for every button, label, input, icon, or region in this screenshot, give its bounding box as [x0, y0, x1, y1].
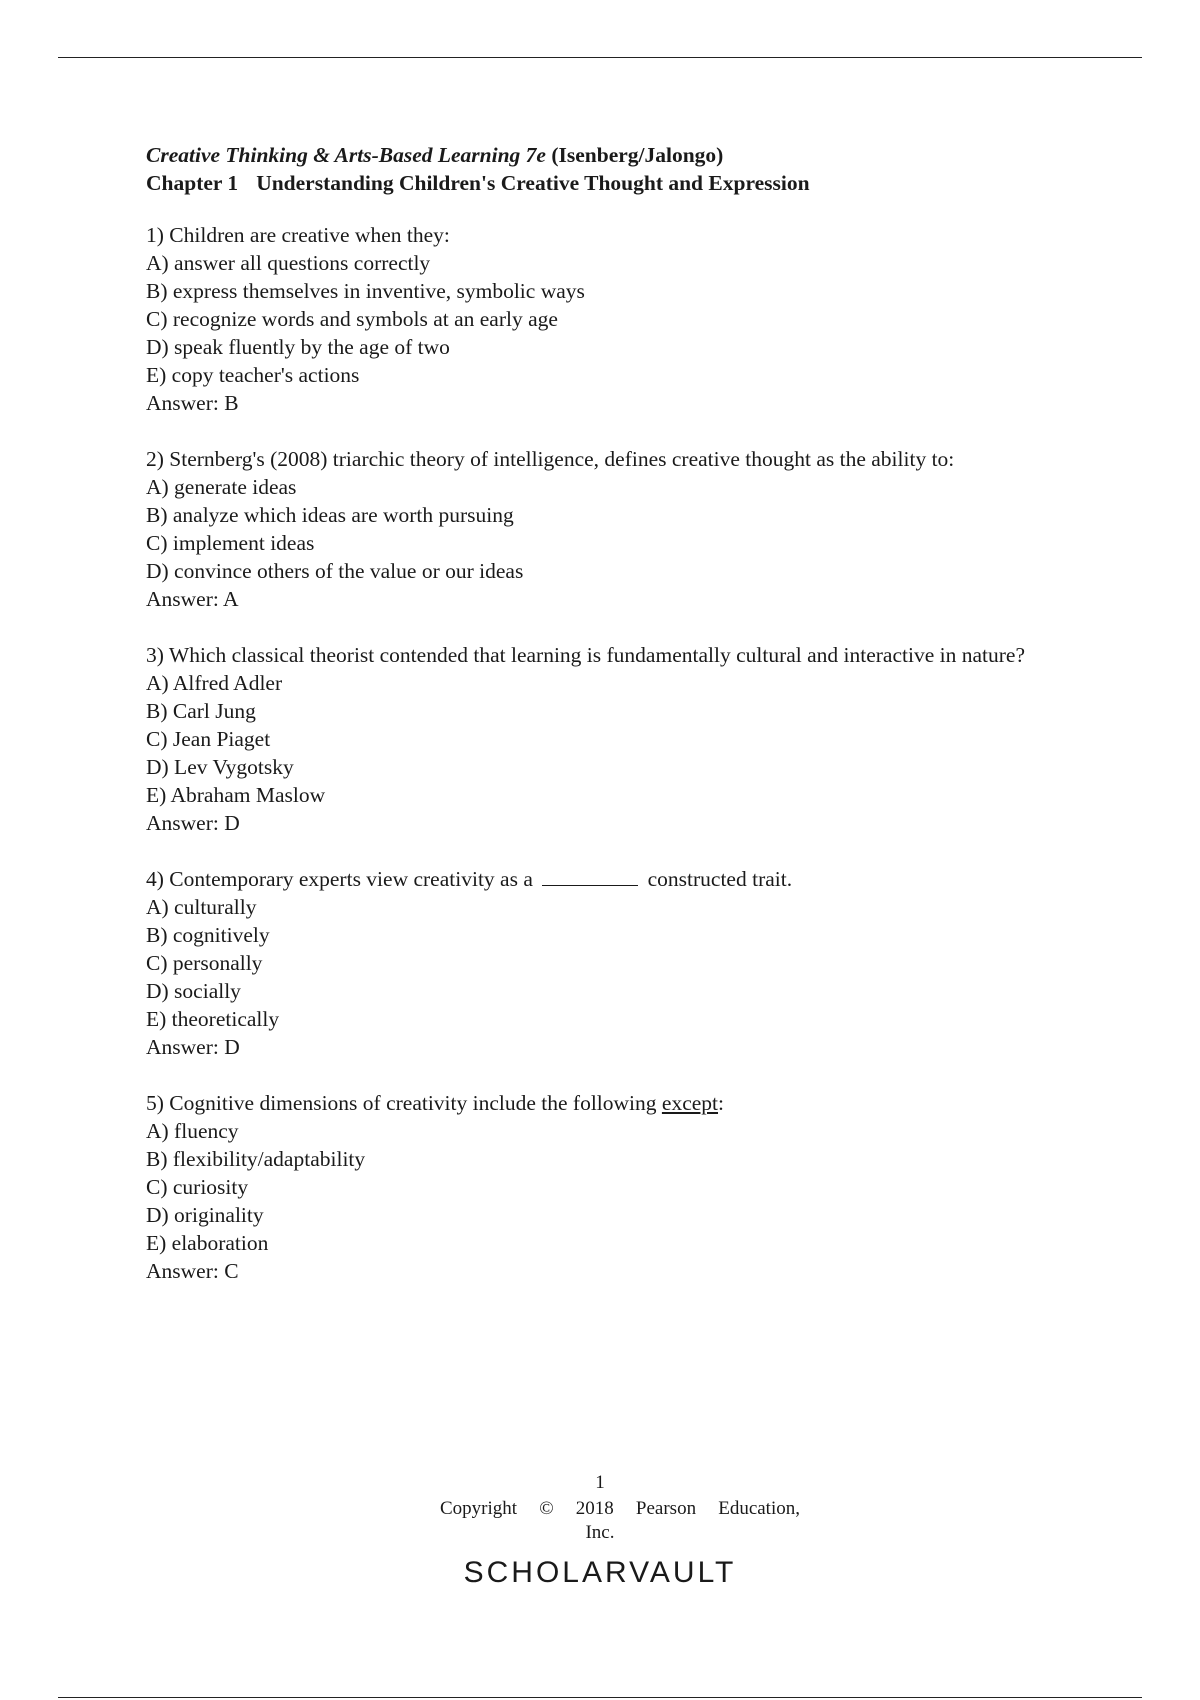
correct-answer: Answer: D [146, 1035, 240, 1059]
bottom-rule [58, 1697, 1142, 1698]
correct-answer: Answer: A [146, 587, 239, 611]
answer-option: E) copy teacher's actions [146, 363, 360, 387]
correct-answer: Answer: C [146, 1259, 239, 1283]
answer-option: A) answer all questions correctly [146, 251, 431, 275]
fill-in-blank [542, 867, 638, 886]
answer-option: A) culturally [146, 895, 257, 919]
document-body [146, 141, 1076, 1313]
question-stem: 1) Children are creative when they: [146, 223, 450, 247]
watermark-text: SCHOLARVAULT [463, 1556, 737, 1589]
chapter-title: Understanding Children's Creative Thought and Expression [256, 171, 810, 195]
book-title: Creative Thinking & Arts-Based Learning 7e [146, 143, 546, 167]
chapter-heading [146, 169, 1076, 197]
question-stem [146, 865, 1076, 893]
question-stem-end: constructed trait. [647, 867, 793, 891]
answer-option: D) Lev Vygotsky [146, 755, 294, 779]
answer-option: E) theoretically [146, 1007, 280, 1031]
answer-option: D) speak fluently by the age of two [146, 335, 450, 359]
watermark [0, 1556, 1200, 1589]
book-authors: (Isenberg/Jalongo) [551, 143, 724, 167]
emphasized-word: except [661, 1091, 719, 1115]
question-stem-end: : [718, 1091, 724, 1115]
question-2 [146, 445, 1076, 613]
answer-option: D) originality [146, 1203, 264, 1227]
question-stem-start: 5) Cognitive dimensions of creativity include the following [146, 1091, 657, 1115]
answer-option: A) Alfred Adler [146, 671, 283, 695]
answer-option: B) express themselves in inventive, symbolic ways [146, 279, 585, 303]
answer-option: B) analyze which ideas are worth pursuing [146, 503, 514, 527]
question-stem: 3) Which classical theorist contended that learning is fundamentally cultural and interactive in nature? [146, 643, 1025, 667]
question-stem: 2) Sternberg's (2008) triarchic theory of intelligence, defines creative thought as the ability to: [146, 447, 955, 471]
answer-option: A) fluency [146, 1119, 239, 1143]
answer-option: C) curiosity [146, 1175, 249, 1199]
question-stem [146, 1089, 1076, 1117]
copyright-notice-continued: Inc. [585, 1522, 615, 1543]
answer-option: D) socially [146, 979, 241, 1003]
top-rule [58, 57, 1142, 58]
answer-option: A) generate ideas [146, 475, 297, 499]
answer-option: B) flexibility/adaptability [146, 1147, 366, 1171]
question-3 [146, 641, 1076, 837]
copyright-notice: Copyright © 2018 Pearson Education, [440, 1498, 800, 1519]
answer-option: B) cognitively [146, 923, 270, 947]
answer-option: E) elaboration [146, 1231, 269, 1255]
question-4 [146, 865, 1076, 1061]
question-1 [146, 221, 1076, 417]
correct-answer: Answer: D [146, 811, 240, 835]
answer-option: E) Abraham Maslow [146, 783, 326, 807]
question-5 [146, 1089, 1076, 1285]
correct-answer: Answer: B [146, 391, 239, 415]
answer-option: C) Jean Piaget [146, 727, 271, 751]
answer-option: C) personally [146, 951, 263, 975]
answer-option: B) Carl Jung [146, 699, 256, 723]
page-number: 1 [595, 1472, 605, 1493]
answer-option: D) convince others of the value or our ideas [146, 559, 524, 583]
document-title [146, 141, 1076, 169]
chapter-label: Chapter 1 [146, 171, 239, 195]
answer-option: C) recognize words and symbols at an early age [146, 307, 558, 331]
question-stem-start: 4) Contemporary experts view creativity as a [146, 867, 533, 891]
answer-option: C) implement ideas [146, 531, 315, 555]
